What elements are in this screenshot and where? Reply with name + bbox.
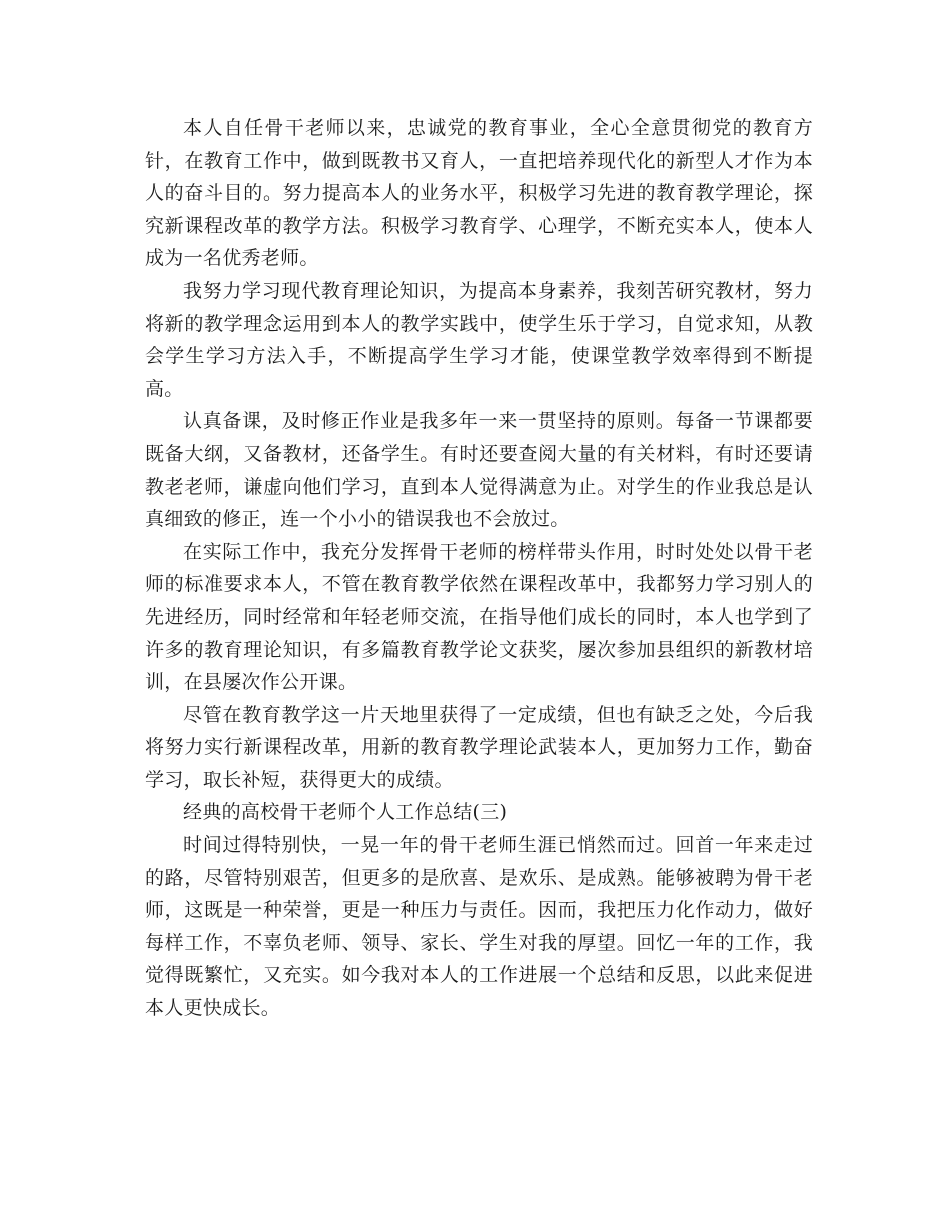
paragraph-lesson-preparation: 认真备课，及时修正作业是我多年一来一贯坚持的原则。每备一节课都要既备大纲，又备教材，还备学生。有时还要查阅大量的有关材料，有时还要请教老老师，谦虚向他们学习，直到本人觉得满意为止。对学生的作业我总是认真细致的修正，连一个小小的错误我也不会放过。 <box>145 410 813 531</box>
paragraph-year-review: 时间过得特别快，一晃一年的骨干老师生涯已悄然而过。回首一年来走过的路，尽管特别艰苦，但更多的是欣喜、是欢乐、是成熟。能够被聘为骨干老师，这既是一种荣誉，更是一种压力与责任。因而，我把压力化作动力，做好每样工作，不辜负老师、领导、家长、学生对我的厚望。回忆一年的工作，我觉得既繁忙，又充实。如今我对本人的工作进展一个总结和反思，以此来促进本人更快成长。 <box>145 834 813 1020</box>
paragraph-future-plans: 尽管在教育教学这一片天地里获得了一定成绩，但也有缺乏之处，今后我将努力实行新课程改革，用新的教育教学理论武装本人，更加努力工作，勤奋学习，取长补短，获得更大的成绩。 <box>145 703 813 791</box>
document-body <box>145 112 813 1025</box>
paragraph-role-model: 在实际工作中，我充分发挥骨干老师的榜样带头作用，时时处处以骨干老师的标准要求本人，不管在教育教学依然在课程改革中，我都努力学习别人的先进经历，同时经常和年轻老师交流，在指导他们成长的同时，本人也学到了许多的教育理论知识，有多篇教育教学论文获奖，屡次参加县组织的新教材培训，在县屡次作公开课。 <box>145 540 813 694</box>
paragraph-teaching-commitment: 本人自任骨干老师以来，忠诚党的教育事业，全心全意贯彻党的教育方针，在教育工作中，做到既教书又育人，一直把培养现代化的新型人才作为本人的奋斗目的。努力提高本人的业务水平，积极学习先进的教育教学理论，探究新课程改革的教学方法。积极学习教育学、心理学，不断充实本人，使本人成为一名优秀老师。 <box>145 117 813 270</box>
paragraph-modern-theory: 我努力学习现代教育理论知识，为提高本身素养，我刻苦研究教材，努力将新的教学理念运用到本人的教学实践中，使学生乐于学习，自觉求知，从教会学生学习方法入手，不断提高学生学习才能，使课堂教学效率得到不断提高。 <box>145 279 813 400</box>
section-heading: 经典的高校骨干老师个人工作总结(三) <box>183 801 508 824</box>
